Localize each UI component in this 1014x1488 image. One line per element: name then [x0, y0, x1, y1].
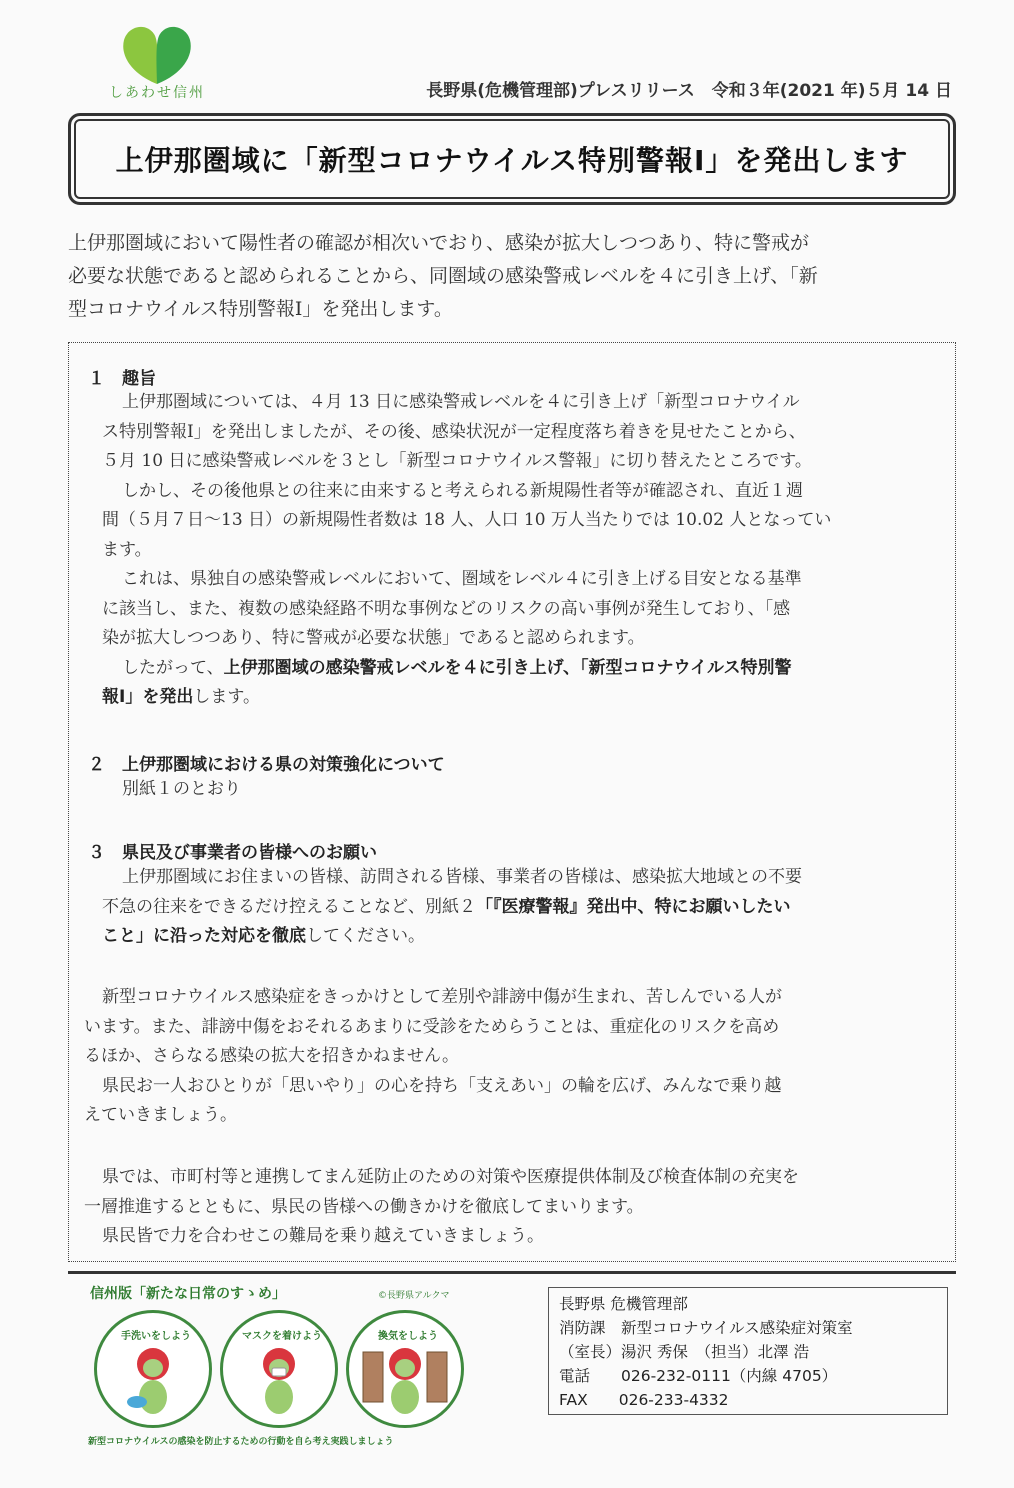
- body-line: 上伊那圏域にお住まいの皆様、訪問される皆様、事業者の皆様は、感染拡大地域との不要: [122, 867, 802, 887]
- body-line: しかし、その後他県との往来に由来すると考えられる新規陽性者等が確認され、直近１週: [122, 480, 804, 501]
- intro-line: 型コロナウイルス特別警報Ⅰ」を発出します。: [68, 298, 453, 320]
- section2-body: 別紙１のとおり: [122, 779, 241, 799]
- intro-paragraph: [68, 227, 948, 326]
- body-line: います。また、誹謗中傷をおそれるあまりに受診をためらうことは、重症化のリスクを高め: [84, 1016, 780, 1037]
- body-line: ５月 10 日に感染警戒レベルを３とし「新型コロナウイルス警報」に切り替えたところです。: [102, 451, 812, 471]
- contact-box: [548, 1287, 948, 1415]
- contact-dept: 長野県 危機管理部: [559, 1295, 688, 1313]
- footer-divider: [68, 1271, 956, 1274]
- body-bold: 「『医療警報』発出中、特にお願いしたい: [476, 896, 791, 917]
- section1-body: [102, 388, 831, 713]
- handwash-badge: [94, 1310, 212, 1428]
- contact-office: 消防課 新型コロナウイルス感染症対策室: [559, 1319, 853, 1337]
- intro-line: 必要な状態であると認められることから、同圏域の感染警戒レベルを４に引き上げ、「新: [68, 265, 818, 287]
- conclusion-text: したがって、: [122, 657, 224, 678]
- body-line: 一層推進するとともに、県民の皆様への働きかけを徹底してまいります。: [84, 1196, 644, 1217]
- body-line: るほか、さらなる感染の拡大を招きかねません。: [84, 1046, 460, 1066]
- section2-heading: ２ 上伊那圏域における県の対策強化について: [88, 755, 445, 775]
- press-release-line: 長野県(危機管理部)プレスリリース 令和３年(2021 年)５月 14 日: [426, 81, 952, 101]
- contact-staff: （室長）湯沢 秀保 （担当）北澤 浩: [559, 1343, 810, 1361]
- body-line: これは、県独自の感染警戒レベルにおいて、圏域をレベル４に引き上げる目安となる基準: [122, 569, 802, 589]
- body-text: してください。: [306, 926, 425, 946]
- arukuma-handwash-icon: [97, 1342, 209, 1422]
- logo-text: しあわせ信州: [109, 85, 205, 101]
- mask-label: マスクを着けよう: [242, 1331, 322, 1342]
- intro-line: 上伊那圏域において陽性者の確認が相次いでおり、感染が拡大しつつあり、特に警戒が: [68, 232, 810, 254]
- body-line: 県民皆で力を合わせこの難局を乗り越えていきましょう。: [102, 1226, 544, 1246]
- ventilation-label: 換気をしよう: [378, 1331, 438, 1342]
- body-line: ス特別警報Ⅰ」を発出しましたが、その後、感染状況が一定程度落ち着きを見せたことから、: [102, 421, 806, 442]
- body-line: ます。: [102, 539, 152, 560]
- arukuma-mask-icon: [223, 1342, 335, 1422]
- contact-tel: 電話 026-232-0111（内線 4705）: [559, 1367, 838, 1385]
- closing-paragraph: [84, 1163, 799, 1252]
- page-title: 上伊那圏域に「新型コロナウイルス特別警報Ⅰ」を発出します: [115, 144, 909, 177]
- campaign-title: 信州版「新たな日常のすゝめ」: [90, 1286, 286, 1302]
- title-box: [68, 113, 956, 205]
- body-line: に該当し、また、複数の感染経路不明な事例などのリスクの高い事例が発生しており、「感: [102, 598, 791, 619]
- conclusion-text: します。: [193, 687, 260, 707]
- conclusion-bold: 上伊那圏域の感染警戒レベルを４に引き上げ、「新型コロナウイルス特別警: [223, 657, 792, 678]
- body-line: 新型コロナウイルス感染症をきっかけとして差別や誹謗中傷が生まれ、苦しんでいる人が: [102, 987, 782, 1007]
- body-text: 不急の往来をできるだけ控えることなど、別紙２: [102, 896, 476, 917]
- section1-heading: １ 趣旨: [88, 369, 156, 389]
- campaign-slogan: 新型コロナウイルスの感染を防止するための行動を自ら考え実践しましょう: [88, 1437, 394, 1447]
- conclusion-bold: 報Ⅰ」を発出: [102, 687, 194, 707]
- conclusion-line: [102, 683, 831, 713]
- body-line: 県では、市町村等と連携してまん延防止のための対策や医療提供体制及び検査体制の充実を: [102, 1167, 799, 1187]
- character-credit: ©長野県アルクマ: [378, 1291, 450, 1301]
- mask-badge: [220, 1310, 338, 1428]
- body-line: [102, 922, 802, 952]
- body-line: えていきましょう。: [84, 1105, 237, 1125]
- body-bold: こと」に沿った対応を徹底: [102, 926, 306, 946]
- body-line: 間（５月７日～13 日）の新規陽性者数は 18 人、人口 10 万人当たりでは 10.02 人となってい: [102, 510, 832, 530]
- body-line: 県民お一人おひとりが「思いやり」の心を持ち「支えあい」の輪を広げ、みんなで乗り越: [102, 1075, 782, 1096]
- body-line: 染が拡大しつつあり、特に警戒が必要な状態」であると認められます。: [102, 628, 645, 648]
- contact-fax: FAX 026-233-4332: [559, 1391, 729, 1409]
- ventilation-badge: [346, 1310, 464, 1428]
- body-line: 上伊那圏域については、４月 13 日に感染警戒レベルを４に引き上げ「新型コロナウイル: [122, 392, 800, 412]
- appeal-paragraph: [84, 983, 782, 1131]
- arukuma-ventilation-icon: [349, 1342, 461, 1422]
- handwash-label: 手洗いをしよう: [121, 1331, 191, 1342]
- body-line: [102, 893, 802, 923]
- conclusion-line: [102, 654, 831, 684]
- section3-heading: ３ 県民及び事業者の皆様へのお願い: [88, 843, 377, 863]
- section3-body: [102, 863, 802, 952]
